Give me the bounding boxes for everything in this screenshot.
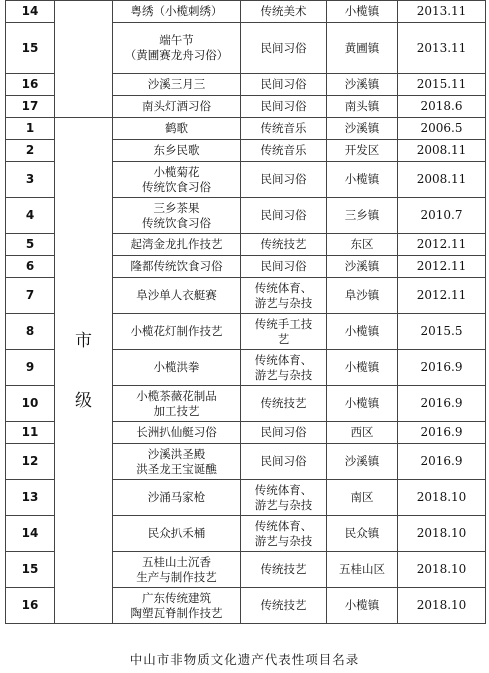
- item-date: 2010.7: [398, 198, 486, 234]
- item-area: 东区: [327, 234, 398, 256]
- item-name-line: 阜沙单人衣艇赛: [136, 288, 217, 302]
- item-category-line: 民间习俗: [260, 99, 307, 113]
- item-category: [241, 516, 327, 552]
- item-name-line: 洪圣龙王宝诞醮: [136, 461, 217, 476]
- item-name: [113, 118, 241, 140]
- heritage-table-body: [6, 1, 486, 624]
- item-number: 10: [6, 386, 55, 422]
- item-name-line: 五桂山土沉香: [142, 554, 211, 569]
- item-number: 6: [6, 256, 55, 278]
- item-name: [113, 386, 241, 422]
- item-category: [241, 552, 327, 588]
- item-category: [241, 198, 327, 234]
- item-name-line: 加工技艺: [153, 403, 200, 418]
- item-number: 13: [6, 480, 55, 516]
- item-number: 8: [6, 314, 55, 350]
- item-category: [241, 444, 327, 480]
- item-date: 2012.11: [398, 234, 486, 256]
- item-date: 2018.6: [398, 96, 486, 118]
- item-number: 2: [6, 140, 55, 162]
- table-caption: 中山市非物质文化遗产代表性项目名录: [129, 652, 360, 667]
- item-area: 三乡镇: [327, 198, 398, 234]
- table-row: [6, 1, 486, 23]
- item-name: [113, 588, 241, 624]
- item-area: 沙溪镇: [327, 256, 398, 278]
- item-category-line: 传统技艺: [260, 396, 307, 410]
- item-number: 1: [6, 118, 55, 140]
- item-category-line: 民间习俗: [260, 208, 307, 222]
- item-category: [241, 23, 327, 74]
- item-date: 2008.11: [398, 162, 486, 198]
- item-name: [113, 1, 241, 23]
- table-row: [6, 118, 486, 140]
- level-label-bottom: 级: [75, 390, 92, 411]
- item-name: [113, 256, 241, 278]
- item-category-line: 游艺与杂技: [254, 533, 313, 548]
- item-category-line: 民间习俗: [260, 425, 307, 439]
- item-category: [241, 386, 327, 422]
- item-date: 2018.10: [398, 552, 486, 588]
- item-number: 14: [6, 1, 55, 23]
- item-name: [113, 444, 241, 480]
- item-date: 2018.10: [398, 480, 486, 516]
- item-name-line: 鹤歌: [165, 121, 188, 135]
- item-name-line: 沙溪洪圣殿: [147, 446, 206, 461]
- item-area: 民众镇: [327, 516, 398, 552]
- item-category: [241, 74, 327, 96]
- level-cell-city: [55, 118, 113, 624]
- item-category-line: 传统体育、: [254, 352, 313, 367]
- item-name-line: 广东传统建筑: [142, 590, 211, 605]
- item-category-line: 传统音乐: [260, 143, 307, 157]
- item-category: [241, 118, 327, 140]
- item-date: 2015.5: [398, 314, 486, 350]
- item-name: [113, 96, 241, 118]
- item-category-line: 游艺与杂技: [254, 295, 313, 310]
- level-cell-previous: [55, 1, 113, 118]
- item-category-line: 游艺与杂技: [254, 367, 313, 382]
- item-area: 小榄镇: [327, 588, 398, 624]
- item-number: 5: [6, 234, 55, 256]
- item-category: [241, 278, 327, 314]
- item-date: 2016.9: [398, 444, 486, 480]
- item-area: 沙溪镇: [327, 444, 398, 480]
- item-number: 3: [6, 162, 55, 198]
- item-category-line: 传统美术: [260, 4, 307, 18]
- item-category: [241, 314, 327, 350]
- item-date: 2008.11: [398, 140, 486, 162]
- item-name-line: 东乡民歌: [153, 143, 200, 157]
- item-number: 16: [6, 74, 55, 96]
- item-area: 小榄镇: [327, 314, 398, 350]
- item-name-line: 生产与制作技艺: [136, 569, 217, 584]
- item-date: 2013.11: [398, 23, 486, 74]
- item-name-line: 粤绣（小榄刺绣）: [130, 4, 223, 18]
- item-category-line: 传统技艺: [260, 237, 307, 251]
- item-date: 2018.10: [398, 588, 486, 624]
- item-date: 2012.11: [398, 256, 486, 278]
- item-number: 7: [6, 278, 55, 314]
- item-name-line: 沙溪三月三: [147, 77, 206, 91]
- item-category-line: 民间习俗: [260, 77, 307, 91]
- item-category-line: 传统技艺: [260, 562, 307, 576]
- item-date: 2016.9: [398, 386, 486, 422]
- item-date: 2018.10: [398, 516, 486, 552]
- item-category: [241, 422, 327, 444]
- heritage-table: [5, 0, 486, 624]
- item-category: [241, 350, 327, 386]
- item-area: 南头镇: [327, 96, 398, 118]
- item-name: [113, 516, 241, 552]
- item-name: [113, 74, 241, 96]
- item-area: 沙溪镇: [327, 118, 398, 140]
- item-number: 4: [6, 198, 55, 234]
- item-category-line: 传统音乐: [260, 121, 307, 135]
- item-category-line: 传统技艺: [260, 598, 307, 612]
- item-name-line: 传统饮食习俗: [142, 215, 211, 230]
- item-category-line: 民间习俗: [260, 40, 307, 55]
- item-category-line: 传统体育、: [254, 482, 313, 497]
- item-category: [241, 588, 327, 624]
- item-category-line: 传统体育、: [254, 518, 313, 533]
- item-name: [113, 140, 241, 162]
- item-name-line: 三乡茶果: [153, 200, 200, 215]
- item-number: 17: [6, 96, 55, 118]
- item-category: [241, 480, 327, 516]
- item-area: 西区: [327, 422, 398, 444]
- item-number: 16: [6, 588, 55, 624]
- item-name-line: 端午节: [159, 33, 194, 47]
- item-area: 阜沙镇: [327, 278, 398, 314]
- item-number: 11: [6, 422, 55, 444]
- item-name: [113, 314, 241, 350]
- item-category-line: 传统体育、: [254, 280, 313, 295]
- item-name-line: 南头灯酒习俗: [142, 99, 211, 113]
- item-name: [113, 480, 241, 516]
- item-name-line: 隆都传统饮食习俗: [130, 259, 223, 273]
- item-date: 2012.11: [398, 278, 486, 314]
- item-number: 14: [6, 516, 55, 552]
- item-name: [113, 278, 241, 314]
- item-area: 小榄镇: [327, 350, 398, 386]
- item-area: 小榄镇: [327, 162, 398, 198]
- item-name-line: 陶塑瓦脊制作技艺: [130, 605, 223, 620]
- item-name-line: 小榄茶薇花制品: [136, 388, 217, 403]
- item-number: 15: [6, 552, 55, 588]
- item-name: [113, 198, 241, 234]
- item-name: [113, 162, 241, 198]
- item-area: 黄圃镇: [327, 23, 398, 74]
- item-name: [113, 552, 241, 588]
- item-name-line: 小榄菊花: [153, 164, 200, 179]
- item-date: 2016.9: [398, 350, 486, 386]
- item-number: 15: [6, 23, 55, 74]
- item-category: [241, 1, 327, 23]
- item-name-line: 起湾金龙扎作技艺: [130, 237, 223, 251]
- item-category-line: 艺: [277, 331, 290, 346]
- item-category: [241, 96, 327, 118]
- item-name-line: 民众扒禾桶: [147, 526, 206, 540]
- item-date: 2006.5: [398, 118, 486, 140]
- item-area: 沙溪镇: [327, 74, 398, 96]
- item-area: 南区: [327, 480, 398, 516]
- item-category: [241, 256, 327, 278]
- item-name: [113, 234, 241, 256]
- item-area: 五桂山区: [327, 552, 398, 588]
- item-date: 2013.11: [398, 1, 486, 23]
- item-name: [113, 422, 241, 444]
- item-area: 小榄镇: [327, 1, 398, 23]
- item-name: [113, 350, 241, 386]
- item-number: 12: [6, 444, 55, 480]
- item-category-line: 游艺与杂技: [254, 497, 313, 512]
- item-area: 开发区: [327, 140, 398, 162]
- item-category: [241, 234, 327, 256]
- item-name-line: 传统饮食习俗: [142, 179, 211, 194]
- item-name-line: 小榄花灯制作技艺: [130, 324, 223, 338]
- item-name-line: （黄圃赛龙舟习俗）: [124, 48, 229, 62]
- item-date: 2015.11: [398, 74, 486, 96]
- item-category: [241, 162, 327, 198]
- item-name-line: 沙涌马家枪: [147, 490, 206, 504]
- item-category-line: 民间习俗: [260, 454, 307, 468]
- item-date: 2016.9: [398, 422, 486, 444]
- item-number: 9: [6, 350, 55, 386]
- item-area: 小榄镇: [327, 386, 398, 422]
- item-category-line: 民间习俗: [260, 172, 307, 186]
- item-category: [241, 140, 327, 162]
- item-category-line: 民间习俗: [260, 259, 307, 273]
- item-name-line: 长洲扒仙艇习俗: [136, 425, 217, 439]
- item-category-line: 传统手工技: [254, 316, 313, 331]
- level-label-top: 市: [75, 330, 92, 351]
- item-name-line: 小榄洪拳: [153, 360, 200, 374]
- item-name: [113, 23, 241, 74]
